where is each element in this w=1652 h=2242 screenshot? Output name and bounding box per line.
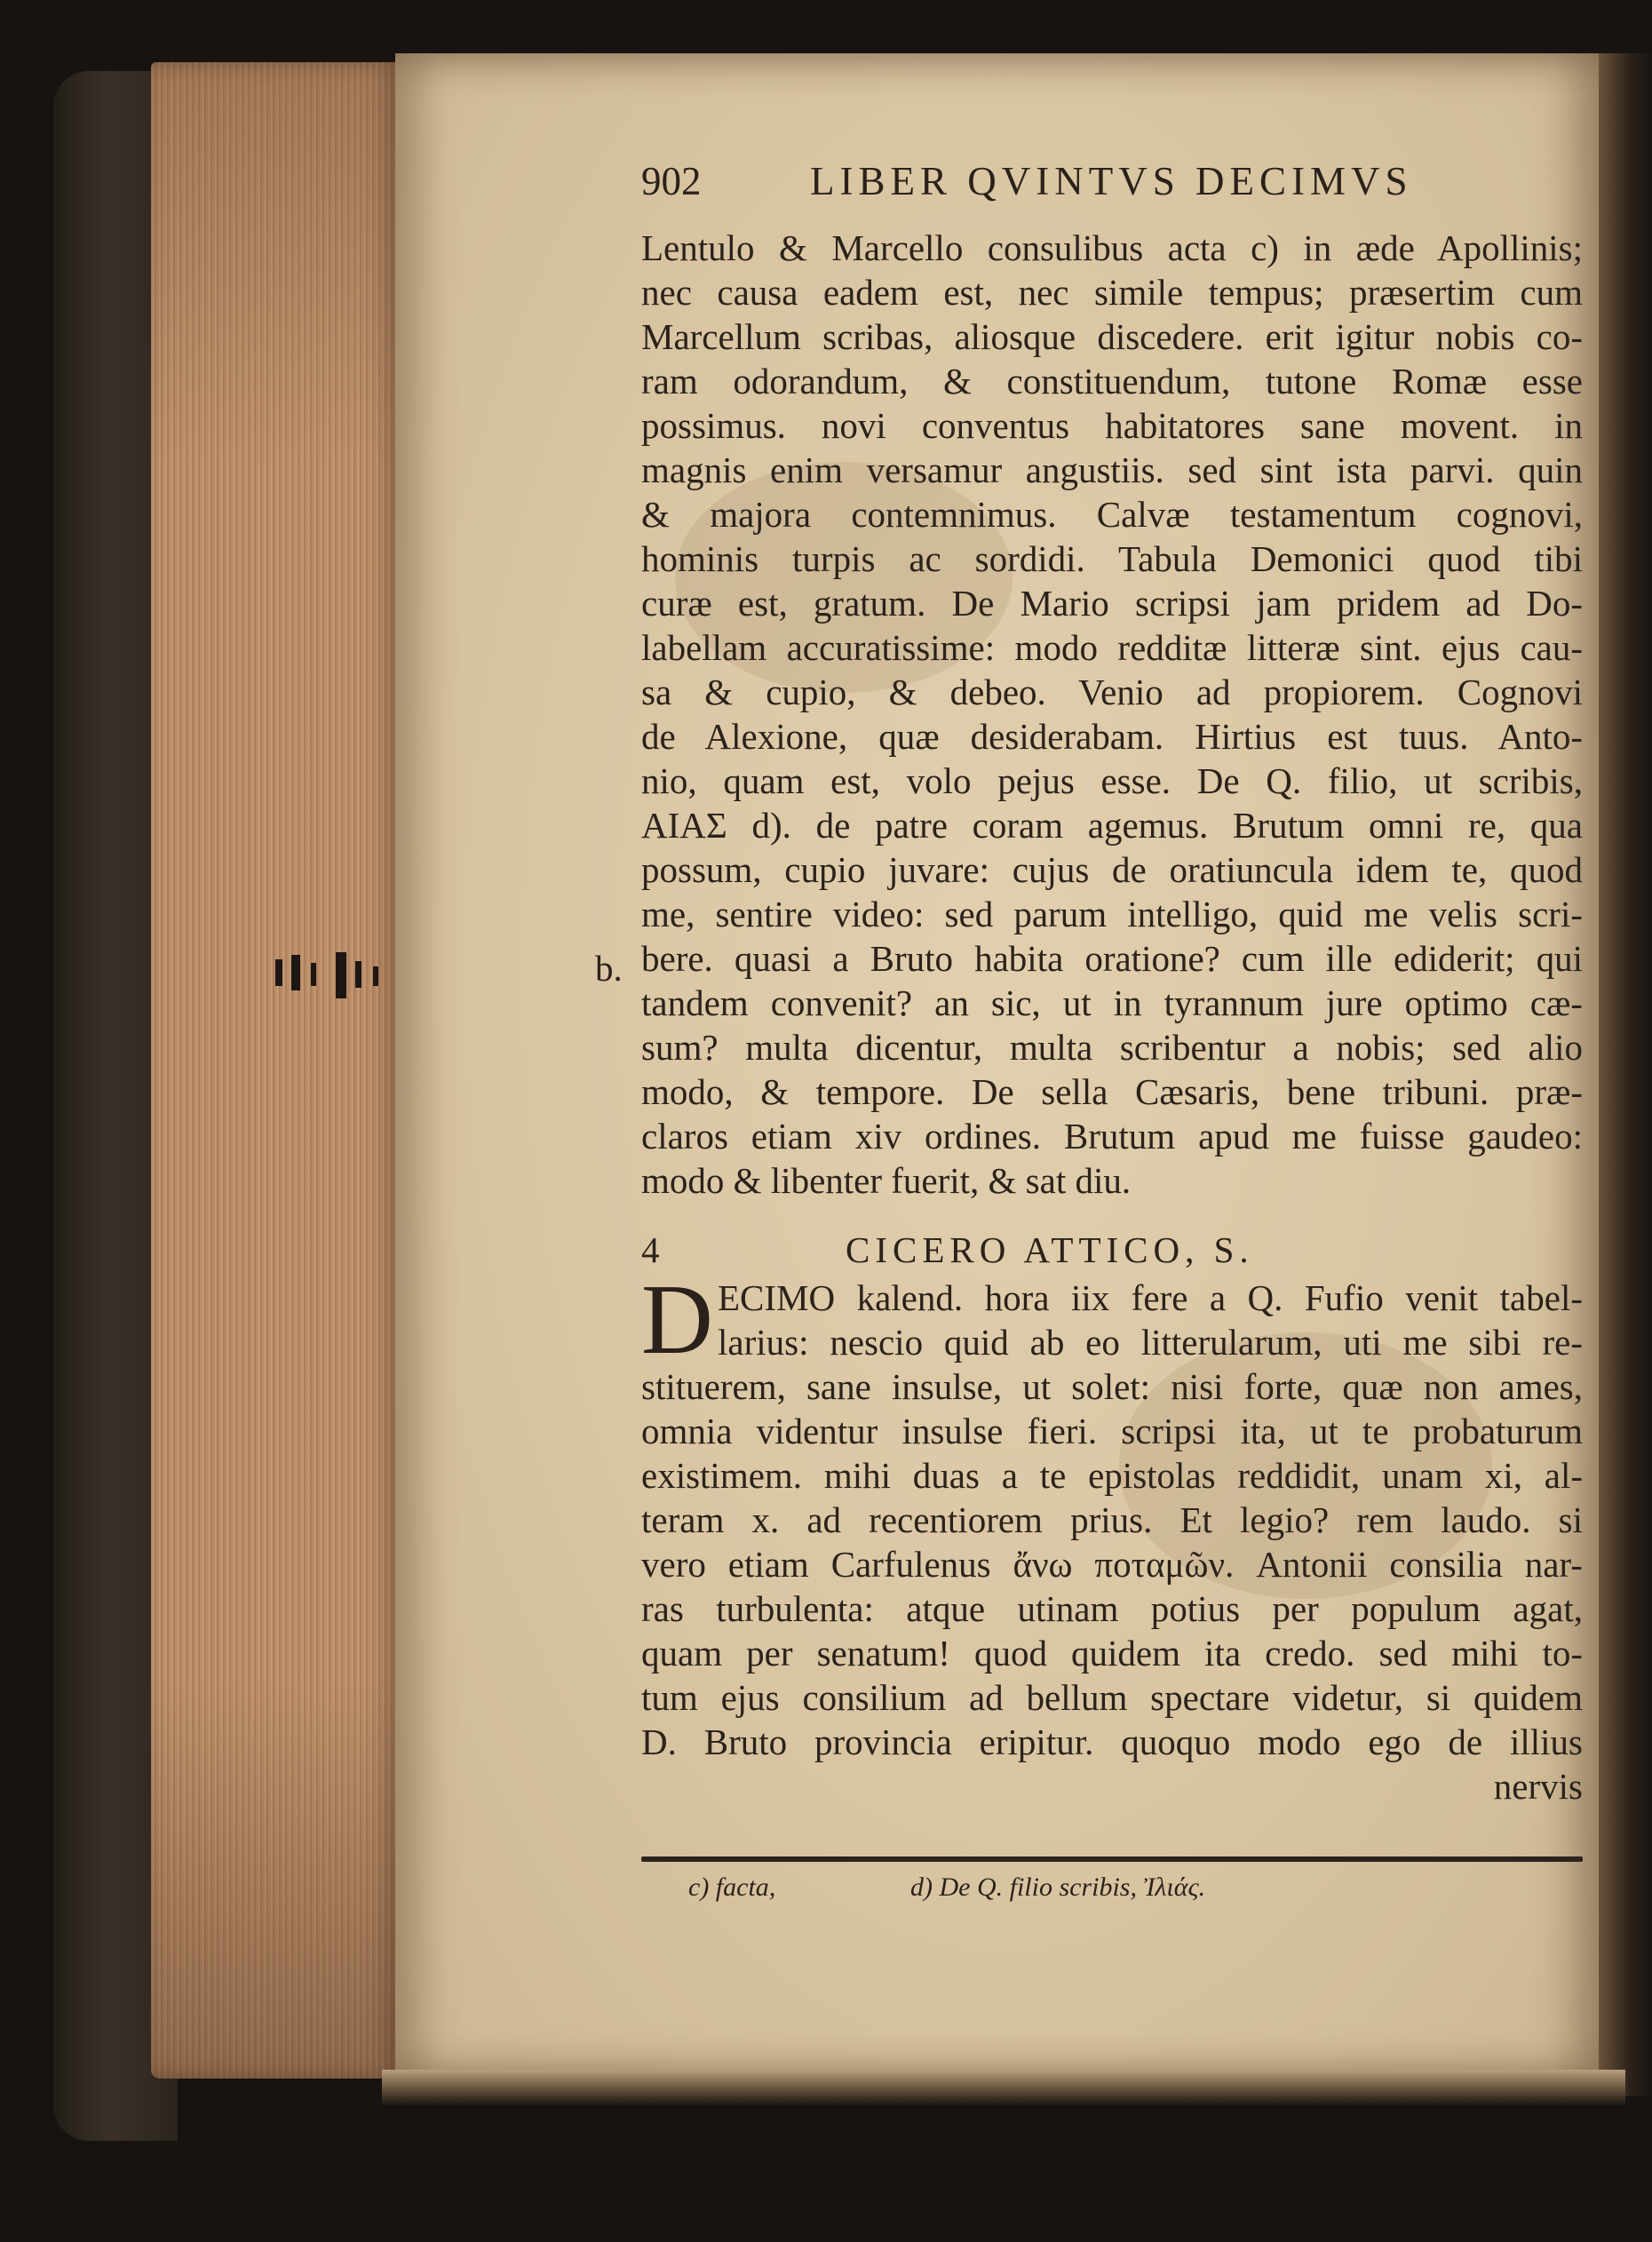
- text-line: sa & cupio, & debeo. Venio ad propiorem. Cognovi: [641, 672, 1583, 712]
- text-line: ECIMO kalend. hora iix fere a Q. Fufio venit tabel-: [718, 1277, 1583, 1318]
- text-line: possimus. novi conventus habitatores sane movent. in: [641, 405, 1583, 446]
- text-line: ΑΙΑΣ d). de patre coram agemus. Brutum omni re, qua: [641, 805, 1583, 846]
- fore-edge-shading: [151, 62, 400, 2079]
- text-line: Marcellum scribas, aliosque discedere. erit igitur nobis co-: [641, 316, 1583, 357]
- text-line: bere. quasi a Bruto habita oratione? cum ille ediderit; qui: [641, 938, 1583, 979]
- text-line: claros etiam xiv ordines. Brutum apud me fuisse gaudeo:: [641, 1116, 1583, 1157]
- footnote-rule: [641, 1856, 1583, 1862]
- letter-text-block: [641, 1364, 1583, 1809]
- text-line: larius: nescio quid ab eo litterularum, uti me sibi re-: [718, 1322, 1583, 1363]
- footnote-d: d) De Q. filio scribis, Ἰλιάς.: [910, 1872, 1206, 1902]
- footnote-c: c) facta,: [688, 1872, 776, 1902]
- letter-heading: [641, 1228, 1529, 1275]
- text-line: ras turbulenta: atque utinam potius per populum agat,: [641, 1588, 1583, 1629]
- text-line: nec causa eadem est, nec simile tempus; præsertim cum: [641, 272, 1583, 313]
- text-line: tandem convenit? an sic, ut in tyrannum jure optimo cæ-: [641, 982, 1583, 1023]
- running-title: LIBER QVINTVS DECIMVS: [810, 159, 1413, 203]
- upper-text-block: [641, 226, 1583, 1203]
- text-line: curæ est, gratum. De Mario scripsi jam pridem ad Do-: [641, 583, 1583, 624]
- text-line: nio, quam est, volo pejus esse. De Q. filio, ut scribis,: [641, 760, 1583, 801]
- letter-title: CICERO ATTICO, S.: [846, 1229, 1254, 1270]
- text-line: omnia videntur insulse fieri. scripsi ita, ut te probaturum: [641, 1411, 1583, 1451]
- text-line: modo & libenter fuerit, & sat diu.: [641, 1160, 1132, 1201]
- text-line: vero etiam Carfulenus ἄνω ποταμῶν. Antonii consilia nar-: [641, 1544, 1583, 1585]
- text-line: labellam accuratissime: modo redditæ litteræ sint. ejus cau-: [641, 627, 1583, 668]
- letter-opening-lines: [718, 1276, 1583, 1364]
- footnotes: [688, 1872, 1488, 1917]
- fore-edge-ink-marks: [266, 950, 400, 1004]
- margin-letter: b.: [595, 948, 623, 989]
- text-line: me, sentire video: sed parum intelligo, quid me velis scri-: [641, 894, 1583, 934]
- text-line: modo, & tempore. De sella Cæsaris, bene tribuni. præ-: [641, 1071, 1583, 1112]
- text-line: tum ejus consilium ad bellum spectare videtur, si quidem: [641, 1677, 1583, 1718]
- text-line: Lentulo & Marcello consulibus acta c) in æde Apollinis;: [641, 227, 1583, 268]
- text-line: sum? multa dicentur, multa scribentur a nobis; sed alio: [641, 1027, 1583, 1068]
- text-line: quam per senatum! quod quidem ita credo. sed mihi to-: [641, 1633, 1583, 1674]
- text-line: de Alexione, quæ desiderabam. Hirtius est tuus. Anto-: [641, 716, 1583, 757]
- text-line: stituerem, sane insulse, ut solet: nisi forte, quæ non ames,: [641, 1366, 1583, 1407]
- text-line: hominis turpis ac sordidi. Tabula Demonici quod tibi: [641, 538, 1583, 579]
- text-line: existimem. mihi duas a te epistolas reddidit, unam xi, al-: [641, 1455, 1583, 1496]
- running-head: [641, 158, 1529, 211]
- catchword: nervis: [1493, 1766, 1583, 1807]
- page-gutter: [1599, 53, 1652, 2096]
- page-number: 902: [641, 159, 702, 203]
- text-line: & majora contemnimus. Calvæ testamentum cognovi,: [641, 494, 1583, 535]
- text-line: D. Bruto provincia eripitur. quoquo modo ego de illius: [641, 1721, 1583, 1762]
- text-line: magnis enim versamur angustiis. sed sint ista parvi. quin: [641, 449, 1583, 490]
- page-bottom-edge: [382, 2070, 1625, 2105]
- text-line: teram x. ad recentiorem prius. Et legio? rem laudo. si: [641, 1499, 1583, 1540]
- text-line: possum, cupio juvare: cujus de oratiuncula idem te, quod: [641, 849, 1583, 890]
- letter-number: 4: [641, 1229, 660, 1270]
- text-line: ram odorandum, & constituendum, tutone Romæ esse: [641, 361, 1583, 401]
- drop-cap: D: [641, 1265, 713, 1375]
